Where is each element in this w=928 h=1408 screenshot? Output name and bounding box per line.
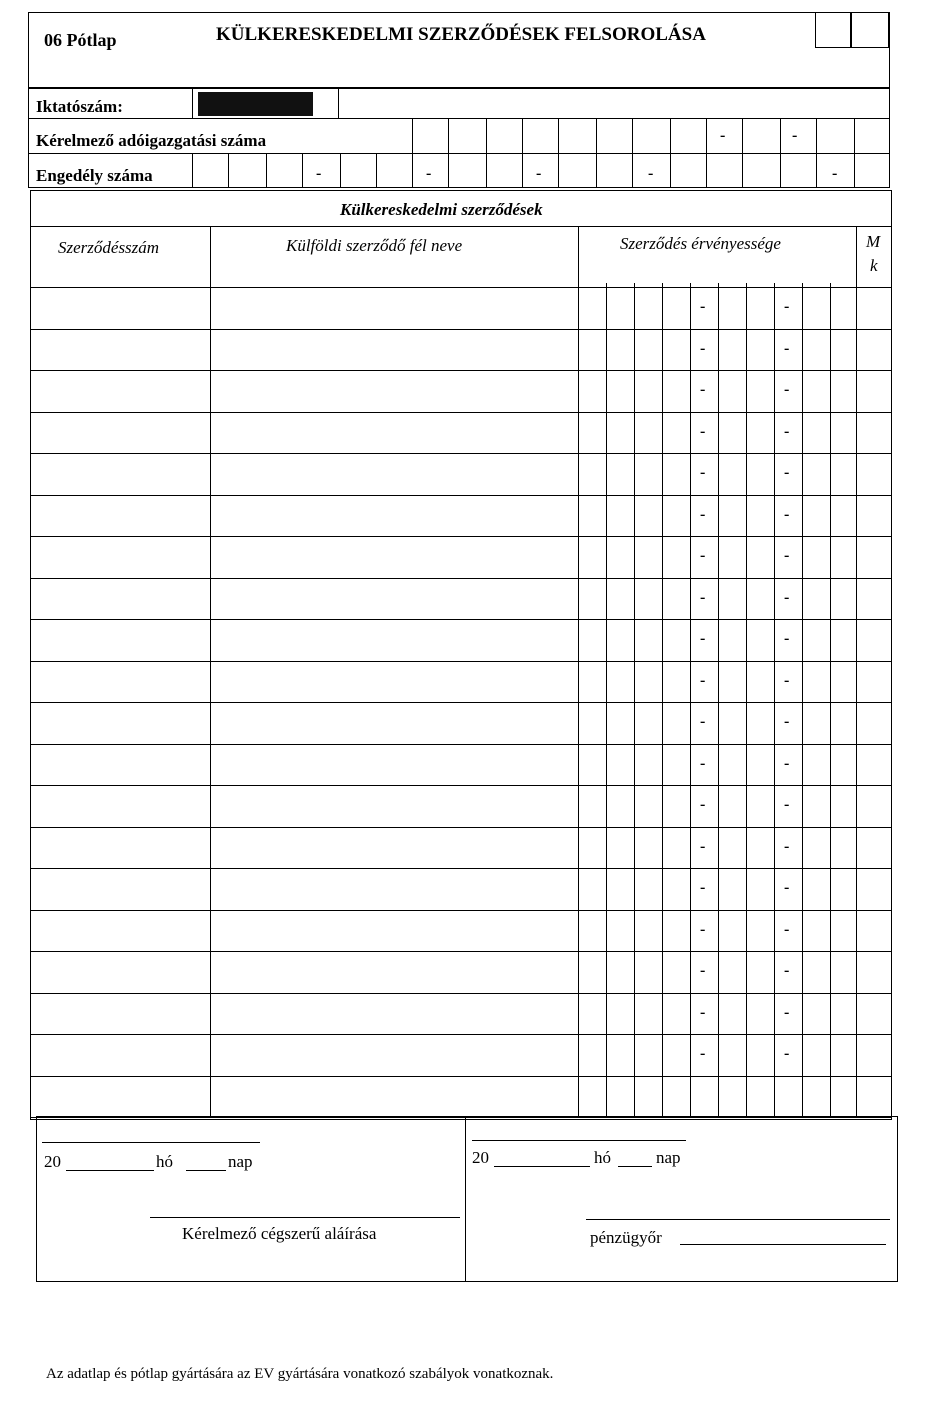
- iktatoszam-redacted: [198, 92, 313, 116]
- date-separator: -: [700, 1003, 706, 1021]
- permit-cell-divider: [558, 153, 559, 188]
- date-separator: -: [700, 464, 706, 481]
- date-separator: -: [700, 298, 706, 315]
- date-separator: -: [784, 547, 790, 564]
- permit-separator: -: [536, 165, 542, 182]
- date-separator: -: [784, 920, 790, 938]
- validity-cell-divider: [690, 283, 691, 1118]
- date-separator: -: [784, 1045, 790, 1062]
- date-separator: -: [700, 713, 706, 730]
- table-row-divider: [30, 910, 892, 911]
- form-title: KÜLKERESKEDELMI SZERZŐDÉSEK FELSOROLÁSA: [216, 24, 706, 45]
- table-row-divider: [30, 453, 892, 454]
- date-separator: -: [784, 962, 790, 979]
- validity-cell-divider: [718, 283, 719, 1118]
- date-separator: -: [784, 837, 790, 855]
- table-row-divider: [30, 702, 892, 703]
- left-year-line[interactable]: [66, 1170, 154, 1171]
- date-separator: -: [784, 505, 790, 523]
- table-row-divider: [30, 412, 892, 413]
- table-row-divider: [30, 1076, 892, 1077]
- col-contract-number-header: Szerződésszám: [58, 238, 160, 257]
- right-signature-label: pénzügyőr: [590, 1228, 662, 1247]
- validity-cell-divider: [662, 283, 663, 1118]
- validity-cell-divider: [746, 283, 747, 1118]
- footer-note: Az adatlap és pótlap gyártására az EV gyártására vonatkozó szabályok vonatkoznak.: [46, 1366, 554, 1382]
- permit-cell-divider: [816, 153, 817, 188]
- permit-cell-divider: [596, 153, 597, 188]
- tax-cell-divider: [742, 118, 743, 153]
- tax-cell-divider: [412, 118, 413, 153]
- tax-cell-divider: [596, 118, 597, 153]
- col-mk-header-m: M: [866, 232, 881, 251]
- permit-cell-divider: [266, 153, 267, 188]
- table-row-divider: [30, 287, 892, 288]
- col-validity-header: Szerződés érvényessége: [620, 234, 781, 253]
- tax-cell-divider: [632, 118, 633, 153]
- date-separator: -: [784, 879, 790, 896]
- permit-cell-divider: [706, 153, 707, 188]
- left-month-label: hó: [156, 1152, 173, 1171]
- permit-separator: -: [426, 165, 432, 182]
- permit-cell-divider: [340, 153, 341, 188]
- date-separator: -: [784, 339, 790, 357]
- tax-cell-divider: [706, 118, 707, 153]
- validity-cell-divider: [802, 283, 803, 1118]
- iktatoszam-label: Iktatószám:: [36, 97, 123, 116]
- validity-cell-divider: [774, 283, 775, 1118]
- left-month-line[interactable]: [186, 1170, 226, 1171]
- table-row-divider: [30, 536, 892, 537]
- contracts-table: [30, 190, 892, 1120]
- permit-cell-divider: [192, 153, 193, 188]
- section-title: Külkereskedelmi szerződések: [340, 200, 543, 219]
- validity-cell-divider: [830, 283, 831, 1118]
- date-separator: -: [700, 339, 706, 357]
- date-separator: -: [700, 671, 706, 689]
- table-row-divider: [30, 993, 892, 994]
- table-row-divider: [30, 868, 892, 869]
- left-signature-line[interactable]: [150, 1217, 460, 1218]
- tax-cell-divider: [816, 118, 817, 153]
- left-date-prefix: 20: [44, 1152, 61, 1171]
- right-year-line[interactable]: [494, 1166, 590, 1167]
- date-separator: -: [784, 671, 790, 689]
- date-separator: -: [700, 837, 706, 855]
- table-row-divider: [30, 661, 892, 662]
- engedely-label: Engedély száma: [36, 166, 153, 185]
- date-separator: -: [784, 464, 790, 481]
- permit-cell-divider: [376, 153, 377, 188]
- left-signature-label: Kérelmező cégszerű aláírása: [182, 1224, 377, 1243]
- date-separator: -: [700, 920, 706, 938]
- permit-cell-divider: [854, 153, 855, 188]
- date-separator: -: [700, 381, 706, 398]
- permit-cell-divider: [302, 153, 303, 188]
- validity-cell-divider: [606, 283, 607, 1118]
- date-separator: -: [784, 588, 790, 606]
- date-separator: -: [700, 588, 706, 606]
- tax-separator: -: [720, 127, 726, 144]
- permit-cell-divider: [412, 153, 413, 188]
- tax-cell-divider: [670, 118, 671, 153]
- form-code: 06 Pótlap: [44, 30, 117, 50]
- date-separator: -: [784, 713, 790, 730]
- permit-separator: -: [316, 165, 322, 182]
- table-row-divider: [30, 370, 892, 371]
- col-partner-name-header: Külföldi szerződő fél neve: [286, 236, 463, 255]
- date-separator: -: [700, 962, 706, 979]
- right-month-line[interactable]: [618, 1166, 652, 1167]
- col-mk-header-k: k: [870, 256, 878, 275]
- validity-cell-divider: [634, 283, 635, 1118]
- date-separator: -: [700, 630, 706, 647]
- date-separator: -: [700, 547, 706, 564]
- date-separator: -: [784, 630, 790, 647]
- permit-cell-divider: [522, 153, 523, 188]
- table-row-divider: [30, 827, 892, 828]
- tax-cell-divider: [448, 118, 449, 153]
- date-separator: -: [784, 796, 790, 813]
- table-row-divider: [30, 329, 892, 330]
- tax-cell-divider: [522, 118, 523, 153]
- table-row-divider: [30, 619, 892, 620]
- table-row-divider: [30, 1034, 892, 1035]
- date-separator: -: [784, 422, 790, 440]
- permit-cell-divider: [780, 153, 781, 188]
- table-row-divider: [30, 495, 892, 496]
- tax-cell-divider: [854, 118, 855, 153]
- date-separator: -: [700, 422, 706, 440]
- date-separator: -: [784, 754, 790, 772]
- table-row-divider: [30, 785, 892, 786]
- footer-box: [36, 1116, 898, 1282]
- date-separator: -: [700, 505, 706, 523]
- permit-cell-divider: [228, 153, 229, 188]
- permit-separator: -: [648, 165, 654, 182]
- right-day-label: nap: [656, 1148, 681, 1167]
- tax-cell-divider: [780, 118, 781, 153]
- left-day-label: nap: [228, 1152, 253, 1171]
- permit-cell-divider: [486, 153, 487, 188]
- permit-cell-divider: [670, 153, 671, 188]
- tax-cell-divider: [558, 118, 559, 153]
- table-row-divider: [30, 578, 892, 579]
- right-signature-line[interactable]: [680, 1244, 886, 1245]
- tax-cell-divider: [486, 118, 487, 153]
- right-date-prefix: 20: [472, 1148, 489, 1167]
- date-separator: -: [784, 381, 790, 398]
- date-separator: -: [700, 796, 706, 813]
- table-row-divider: [30, 744, 892, 745]
- permit-separator: -: [832, 165, 838, 182]
- adoigazgatasi-label: Kérelmező adóigazgatási száma: [36, 131, 267, 150]
- date-separator: -: [700, 754, 706, 772]
- permit-cell-divider: [742, 153, 743, 188]
- table-row-divider: [30, 951, 892, 952]
- date-separator: -: [784, 1003, 790, 1021]
- date-separator: -: [700, 1045, 706, 1062]
- date-separator: -: [700, 879, 706, 896]
- permit-cell-divider: [448, 153, 449, 188]
- header-checkbox-2[interactable]: [851, 12, 889, 48]
- right-month-label: hó: [594, 1148, 611, 1167]
- header-checkbox-1[interactable]: [815, 12, 851, 48]
- date-separator: -: [784, 298, 790, 315]
- tax-separator: -: [792, 127, 798, 144]
- permit-cell-divider: [632, 153, 633, 188]
